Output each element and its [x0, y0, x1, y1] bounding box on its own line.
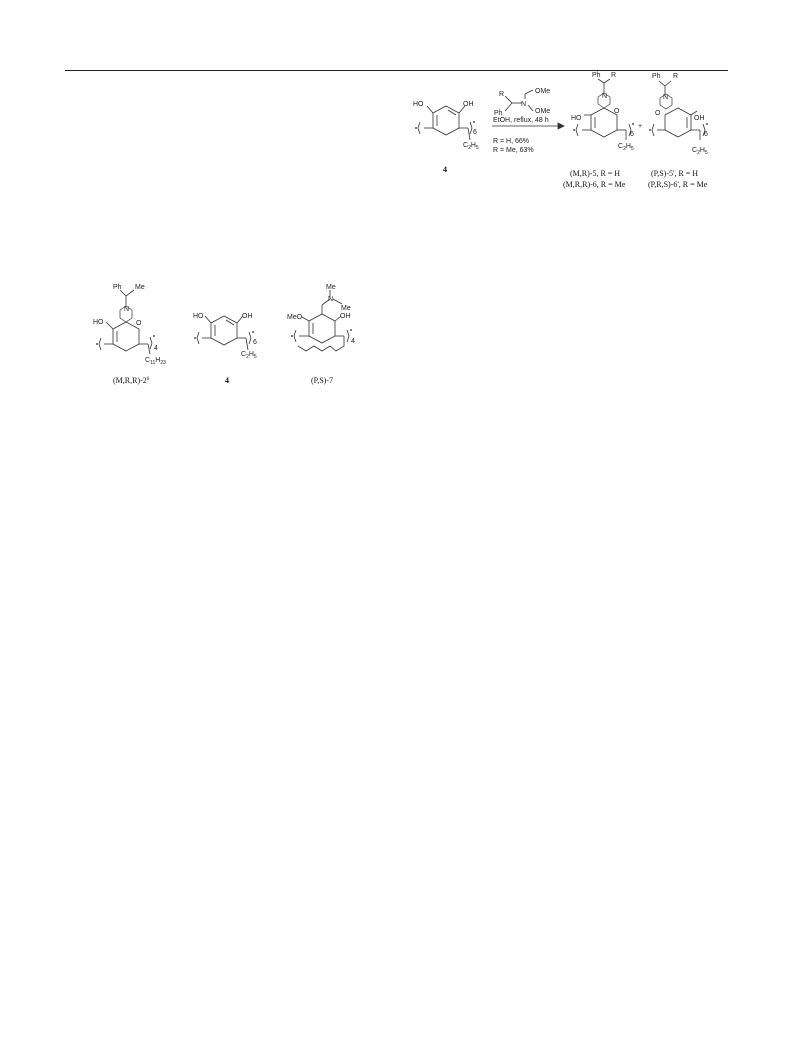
- product-a-r-label: R: [611, 72, 617, 79]
- compound-2-ph-label: Ph: [113, 284, 122, 291]
- compound-2-repeat-label: 4: [154, 345, 158, 352]
- reactant-4-structure: [413, 101, 479, 174]
- compound-4-structure: [193, 313, 257, 385]
- compound-4-ho-label: HO: [193, 313, 204, 320]
- reactant-oh-label: OH: [463, 101, 474, 108]
- compound-4-label: 4: [225, 376, 229, 385]
- product-a-caption-1: (M,R)-5, R = H: [570, 169, 621, 178]
- reactant-compound-label: 4: [443, 165, 447, 174]
- compound-figure: [93, 284, 355, 385]
- reagent-ome-bottom-label: OMe: [535, 108, 551, 115]
- product-b-repeat-label: 6: [704, 131, 708, 138]
- product-a-structure: [563, 72, 634, 189]
- reactant-substituent-label: $C_2H_5$: [463, 142, 479, 151]
- compound-2-n-label: N: [124, 306, 130, 313]
- reactant-ho-label: HO: [413, 101, 424, 108]
- product-b-caption-1: (P,S)-5', R = H: [651, 169, 699, 178]
- reagent-ome-top-label: OMe: [535, 88, 551, 95]
- product-a-caption-2: (M,R,R)-6, R = Me: [563, 180, 626, 189]
- compound-7-repeat-label: 4: [351, 338, 355, 345]
- product-b-ph-label: Ph: [652, 73, 661, 80]
- compound-7-label: (P,S)-7: [311, 376, 334, 385]
- compound-7-me-top-label: Me: [326, 284, 336, 291]
- yield-r-h: R = H, 66%: [493, 138, 529, 145]
- reagent-structure: [494, 88, 550, 117]
- product-b-structure: [648, 73, 708, 189]
- compound-2-substituent-label: $C_{11}H_{23}$: [145, 357, 166, 366]
- reagent-r-label: R: [499, 91, 505, 98]
- compound-2-o-label: O: [136, 320, 142, 327]
- product-b-o-label: O: [655, 110, 661, 117]
- product-b-substituent-label: $C_2H_5$: [692, 147, 708, 156]
- product-b-r-label: R: [673, 73, 679, 80]
- yield-r-me: R = Me, 63%: [493, 147, 534, 154]
- reagent-ph-label: Ph: [494, 110, 503, 117]
- compound-2-structure: [93, 284, 166, 385]
- compound-2-label: $(M,R,R)-2^6$: [113, 376, 150, 385]
- plus-sign: +: [638, 123, 643, 130]
- product-a-o-label: O: [614, 108, 620, 115]
- product-a-ph-label: Ph: [592, 72, 601, 79]
- product-b-oh-label: OH: [694, 115, 705, 122]
- product-b-caption-2: (P,R,S)-6', R = Me: [648, 180, 708, 189]
- compound-2-me-label: Me: [135, 284, 145, 291]
- compound-4-oh-label: OH: [242, 313, 253, 320]
- product-a-repeat-label: 6: [630, 131, 634, 138]
- compound-7-n-label: N: [328, 296, 334, 303]
- compound-7-oh-label: OH: [340, 313, 351, 320]
- compound-7-meo-label: MeO: [287, 314, 303, 321]
- compound-2-ho-label: HO: [93, 319, 104, 326]
- product-b-n-label: N: [663, 94, 669, 101]
- product-a-ho-label: HO: [571, 115, 582, 122]
- reaction-conditions: EtOH, reflux, 48 h: [493, 117, 549, 124]
- compound-4-substituent-label: $C_2H_5$: [241, 351, 257, 360]
- compound-7-me-right-label: Me: [341, 305, 351, 312]
- reagent-n-label: N: [521, 101, 527, 108]
- product-a-substituent-label: $C_2H_5$: [618, 143, 634, 152]
- compound-7-structure: [287, 284, 355, 385]
- reaction-scheme: [413, 72, 708, 189]
- compound-4-repeat-label: 6: [253, 339, 257, 346]
- reactant-repeat-label: 6: [473, 129, 477, 136]
- product-a-n-label: N: [602, 93, 608, 100]
